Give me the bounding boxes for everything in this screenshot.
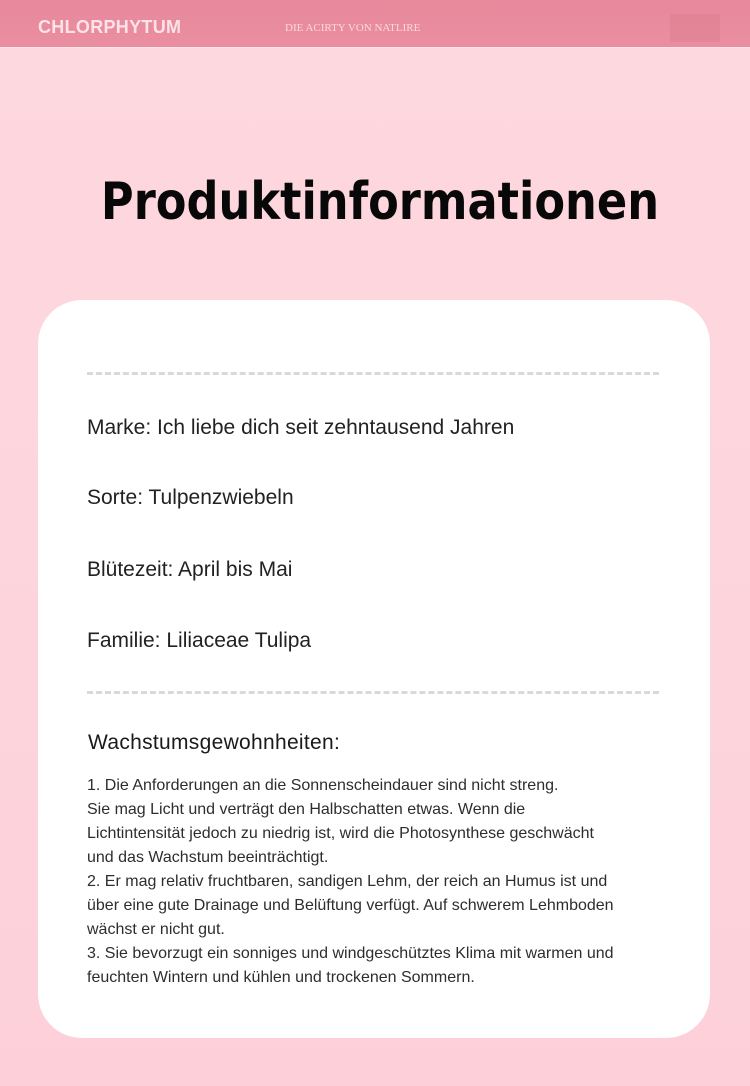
growth-line: 1. Die Anforderungen an die Sonnenscheindauer sind nicht streng. bbox=[87, 777, 559, 794]
growth-habits-title: Wachstumsgewohnheiten: bbox=[88, 731, 341, 754]
header-bar bbox=[0, 0, 750, 47]
info-brand: Marke: Ich liebe dich seit zehntausend Jahren bbox=[87, 416, 515, 439]
header-decoration bbox=[670, 14, 720, 42]
page-title: Produktinformationen bbox=[100, 172, 660, 232]
growth-line: und das Wachstum beeinträchtigt. bbox=[87, 849, 329, 866]
info-family: Familie: Liliaceae Tulipa bbox=[87, 629, 312, 652]
growth-line: 3. Sie bevorzugt ein sonniges und windgeschütztes Klima mit warmen und bbox=[87, 945, 614, 962]
info-variety: Sorte: Tulpenzwiebeln bbox=[87, 486, 294, 509]
growth-line: 2. Er mag relativ fruchtbaren, sandigen Lehm, der reich an Humus ist und bbox=[87, 873, 608, 890]
product-info-card bbox=[38, 300, 710, 1038]
growth-line: Sie mag Licht und verträgt den Halbschatten etwas. Wenn die bbox=[87, 801, 526, 818]
top-divider bbox=[87, 372, 659, 375]
info-flowering-time: Blütezeit: April bis Mai bbox=[87, 558, 293, 581]
growth-line: Lichtintensität jedoch zu niedrig ist, wird die Photosynthese geschwächt bbox=[87, 825, 594, 842]
growth-line: wächst er nicht gut. bbox=[87, 921, 225, 938]
growth-habits-text bbox=[87, 774, 677, 990]
middle-divider bbox=[87, 691, 659, 694]
brand-tagline: DIE ACIRTY VON NATLIRE bbox=[285, 22, 421, 34]
brand-logo: CHLORPHYTUM bbox=[38, 17, 182, 37]
growth-line: über eine gute Drainage und Belüftung verfügt. Auf schwerem Lehmboden bbox=[87, 897, 614, 914]
growth-line: feuchten Wintern und kühlen und trockenen Sommern. bbox=[87, 969, 475, 986]
